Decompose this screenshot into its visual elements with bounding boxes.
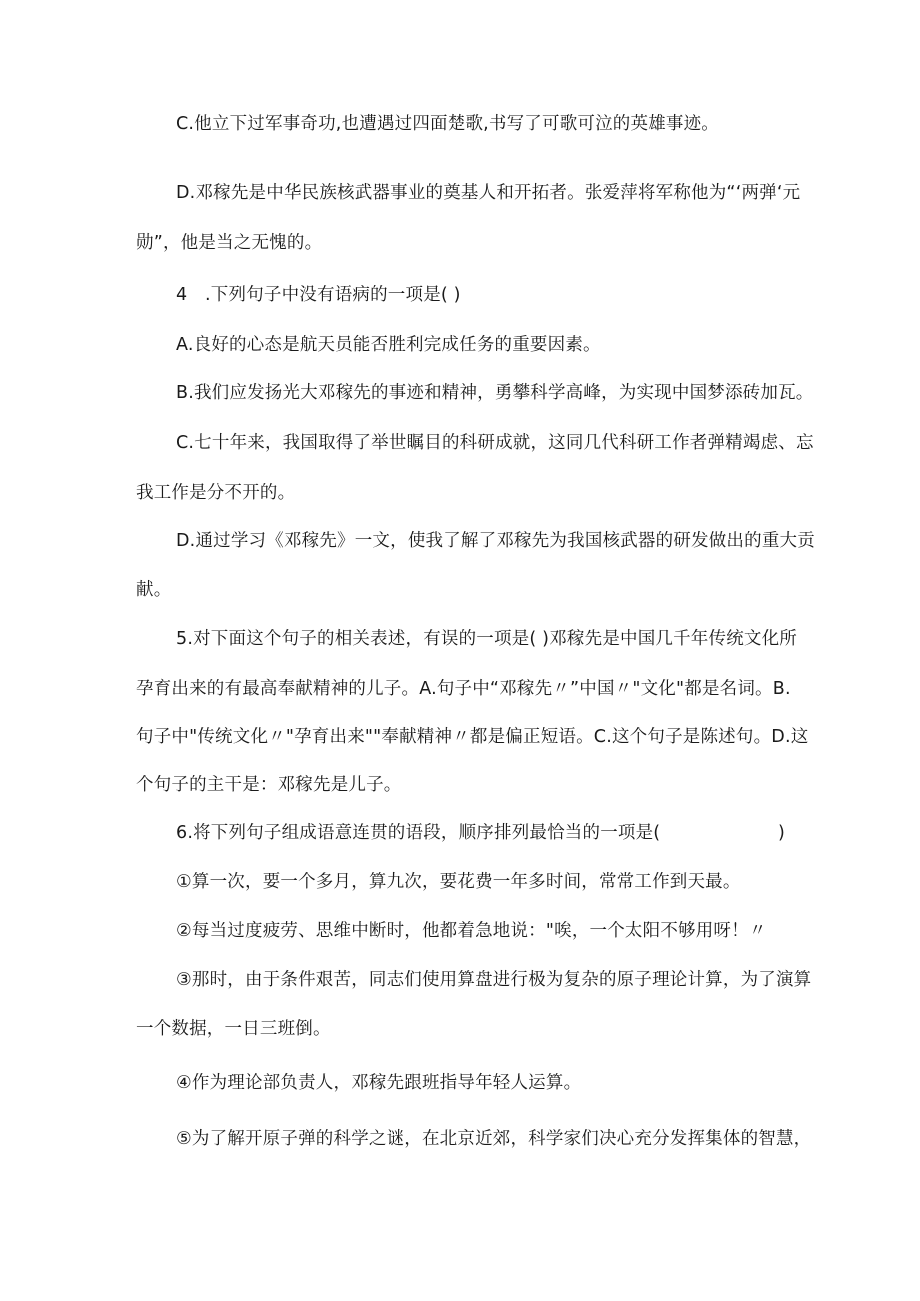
q6-sentence-3-continuation: 一个数据，一日三班倒。: [136, 1019, 331, 1039]
q3-option-c-text: C.他立下过军事奇功,也遭遇过四面楚歌,书写了可歌可泣的英雄事迹。: [176, 114, 720, 134]
q6-sentence-1: ①算一次，要一个多月，算九次，要花费一年多时间，常常工作到天最。: [176, 872, 741, 892]
q5-text-line-2: 孕育出来的有最高奉献精神的儿子。A.句子中“邓稼先〃”中国〃"文化"都是名词。B.: [136, 679, 791, 699]
q6-sentence-3: ③那时，由于条件艰苦，同志们使用算盘进行极为复杂的原子理论计算，为了演算: [176, 970, 812, 990]
q6-sentence-2: ②每当过度疲劳、思维中断时，他都着急地说："唉，一个太阳不够用呀！〃: [176, 921, 767, 941]
q5-text-line-4: 个句子的主干是：邓稼先是儿子。: [136, 775, 402, 795]
q3-option-d-text: D.邓稼先是中华民族核武器事业的奠基人和开拓者。张爱萍将军称他为“‘两弹‘元: [176, 183, 801, 203]
q6-sentence-5: ⑤为了解开原子弹的科学之谜，在北京近郊，科学家们决心充分发挥集体的智慧，: [176, 1129, 812, 1149]
q4-option-d-continuation: 献。: [136, 580, 172, 600]
q3-option-d-continuation: 勋”，他是当之无愧的。: [136, 233, 323, 253]
q4-option-c-continuation: 我工作是分不开的。: [136, 483, 296, 503]
q4-stem: 4 .下列句子中没有语病的一项是( ): [176, 285, 461, 305]
q4-option-a: A.良好的心态是航天员能否胜利完成任务的重要因素。: [176, 335, 601, 355]
q4-option-c: C.七十年来，我国取得了举世瞩目的科研成就，这同几代科研工作者弹精竭虑、忘: [176, 433, 814, 453]
q5-stem: 5.对下面这个句子的相关表述，有误的一项是( )邓稼先是中国几千年传统文化所: [176, 629, 798, 649]
q4-option-d: D.通过学习《邓稼先》一文，使我了解了邓稼先为我国核武器的研发做出的重大贡: [176, 531, 815, 551]
q6-sentence-4: ④作为理论部负责人，邓稼先跟班指导年轻人运算。: [176, 1073, 582, 1093]
q5-text-line-3: 句子中"传统文化〃"孕育出来""奉献精神〃都是偏正短语。C.这个句子是陈述句。D.这: [136, 727, 809, 747]
q6-stem: 6.将下列句子组成语意连贯的语段，顺序排列最恰当的一项是(: [176, 823, 661, 843]
q4-option-b: B.我们应发扬光大邓稼先的事迹和精神，勇攀科学高峰，为实现中国梦添砖加瓦。: [176, 383, 814, 403]
q6-close-paren: ): [778, 823, 785, 843]
